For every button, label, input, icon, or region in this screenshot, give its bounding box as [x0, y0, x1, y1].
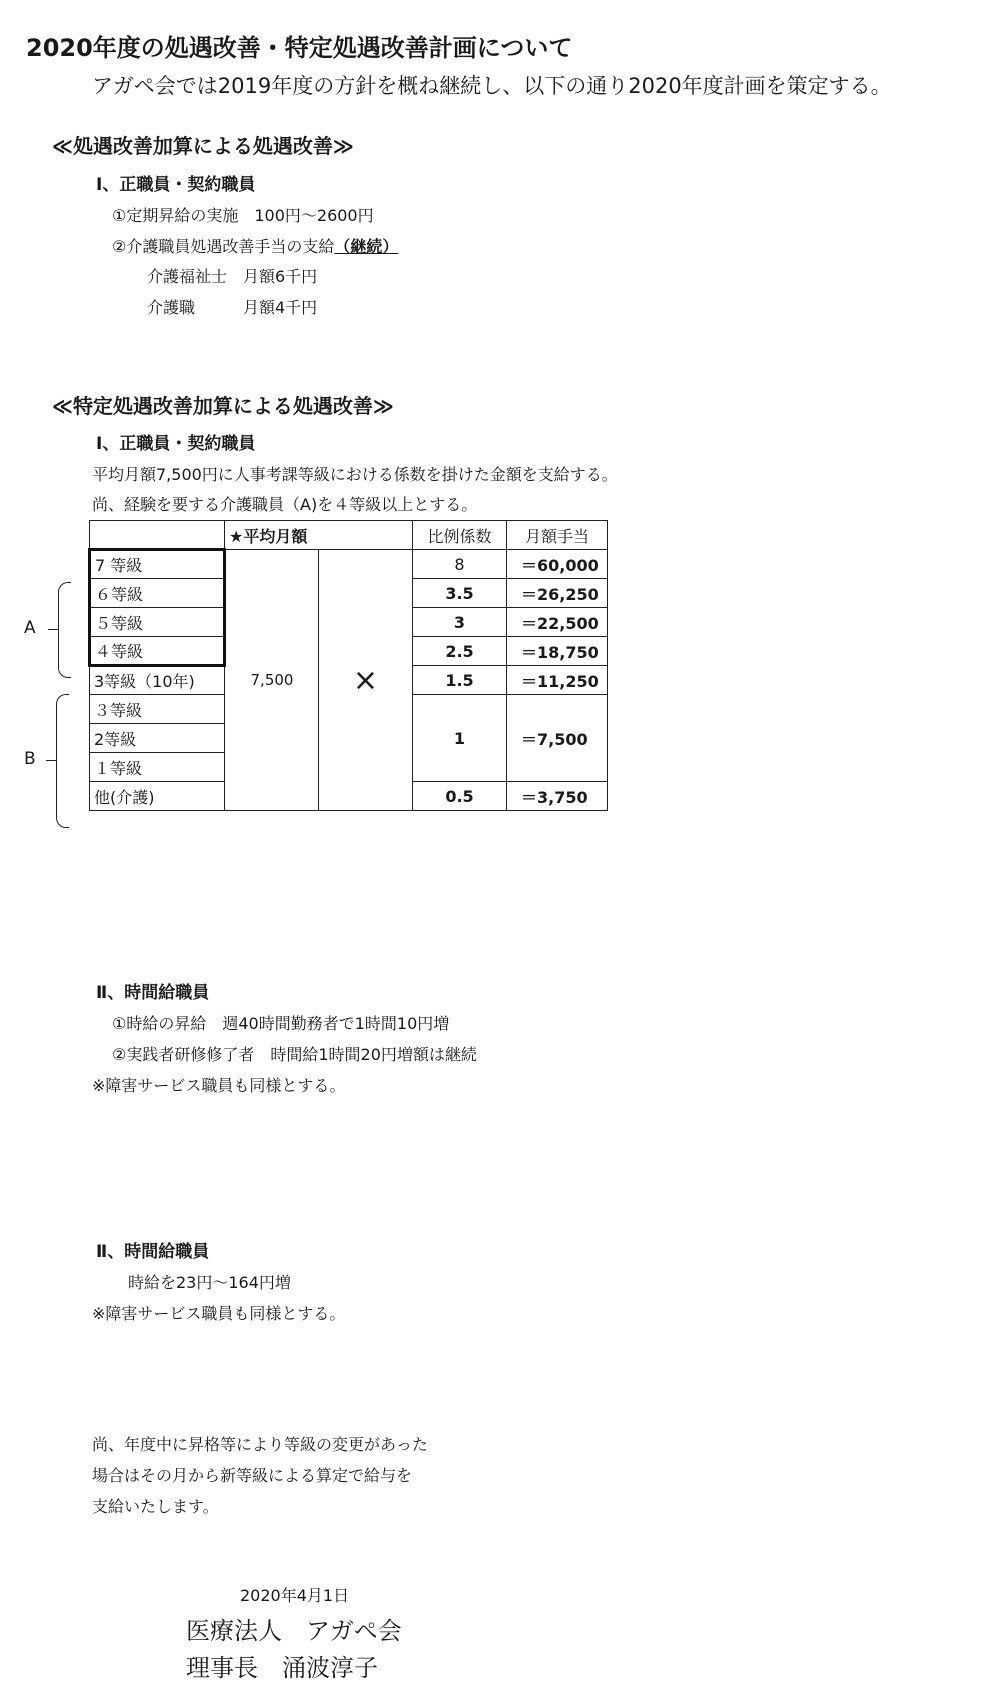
section1-line1: ①定期昇給の実施 100円～2600円: [112, 206, 374, 225]
section3-line2: ②実践者研修修了者 時間給1時間20円増額は継続: [112, 1045, 477, 1064]
grade-cell: ３等級: [90, 695, 225, 724]
section1-subheading: Ⅰ、正職員・契約職員: [96, 175, 256, 195]
section1-line2-note: （継続）: [334, 237, 399, 256]
intro-text: アガペ会では2019年度の方針を概ね継続し、以下の通り2020年度計画を策定する。: [92, 74, 892, 98]
section4-subheading: Ⅱ、時間給職員: [96, 1242, 210, 1262]
section1-line4: 介護職 月額4千円: [147, 298, 318, 317]
header-grade: [90, 521, 225, 550]
grade-cell: ４等級: [90, 637, 225, 666]
table-header-row: [90, 521, 608, 550]
section1-line3: 介護福祉士 月額6千円: [147, 267, 318, 286]
section1-heading: ≪処遇改善加算による処遇改善≫: [52, 134, 354, 158]
table-row: [90, 550, 608, 579]
multiply-sign: ×: [319, 550, 413, 811]
coefficient-cell: 1.5: [413, 666, 507, 695]
section3-note: ※障害サービス職員も同様とする。: [92, 1076, 346, 1095]
monthly-cell: ＝7,500: [507, 695, 608, 782]
closing-line2: 場合はその月から新等級による算定で給与を: [92, 1466, 413, 1485]
section2-line2: 尚、経験を要する介護職員（A)を４等級以上とする。: [92, 495, 478, 514]
coefficient-cell: 2.5: [413, 637, 507, 666]
signature-chairperson: 理事長 涌波淳子: [186, 1654, 378, 1682]
coefficient-cell: 3: [413, 608, 507, 637]
section2-heading: ≪特定処遇改善加算による処遇改善≫: [52, 394, 394, 418]
signature-date: 2020年4月1日: [240, 1586, 350, 1605]
coefficient-cell: 1: [413, 695, 507, 782]
grade-cell: 2等級: [90, 724, 225, 753]
grade-cell: 他(介護): [90, 782, 225, 811]
monthly-cell: ＝18,750: [507, 637, 608, 666]
average-value-cell: 7,500: [225, 550, 319, 811]
section4-note: ※障害サービス職員も同様とする。: [92, 1304, 346, 1323]
signature-organization: 医療法人 アガペ会: [186, 1617, 402, 1645]
grade-cell: ５等級: [90, 608, 225, 637]
grade-cell: 7 等級: [90, 550, 225, 579]
group-b-brace-tip: [46, 760, 56, 761]
document-title: 2020年度の処遇改善・特定処遇改善計画について: [26, 34, 573, 62]
monthly-cell: ＝60,000: [507, 550, 608, 579]
group-b-brace: [56, 694, 69, 828]
grade-allowance-table: [88, 520, 608, 811]
coefficient-cell: 0.5: [413, 782, 507, 811]
closing-line1: 尚、年度中に昇格等により等級の変更があった: [92, 1435, 428, 1454]
monthly-cell: ＝11,250: [507, 666, 608, 695]
grade-cell: 3等級（10年): [90, 666, 225, 695]
group-a-brace: [58, 582, 71, 678]
section4-line1: 時給を23円～164円増: [128, 1273, 291, 1292]
coefficient-cell: 3.5: [413, 579, 507, 608]
section2-subheading: Ⅰ、正職員・契約職員: [96, 434, 256, 454]
grade-cell: ６等級: [90, 579, 225, 608]
group-a-label: A: [24, 618, 36, 638]
section2-line1: 平均月額7,500円に人事考課等級における係数を掛けた金額を支給する。: [92, 465, 618, 484]
header-average-monthly: ★平均月額: [225, 521, 413, 550]
monthly-cell: ＝26,250: [507, 579, 608, 608]
section3-line1: ①時給の昇給 週40時間勤務者で1時間10円増: [112, 1014, 450, 1033]
header-coefficient: 比例係数: [413, 521, 507, 550]
coefficient-cell: 8: [413, 550, 507, 579]
section3-subheading: Ⅱ、時間給職員: [96, 983, 210, 1003]
section1-line2-text: ②介護職員処遇改善手当の支給: [112, 237, 335, 256]
monthly-cell: ＝22,500: [507, 608, 608, 637]
section1-line2: [112, 234, 398, 257]
header-monthly-allowance: 月額手当: [507, 521, 608, 550]
group-b-label: B: [24, 749, 36, 769]
grade-cell: １等級: [90, 753, 225, 782]
closing-line3: 支給いたします。: [92, 1497, 219, 1516]
group-a-brace-tip: [48, 629, 58, 630]
monthly-cell: ＝3,750: [507, 782, 608, 811]
